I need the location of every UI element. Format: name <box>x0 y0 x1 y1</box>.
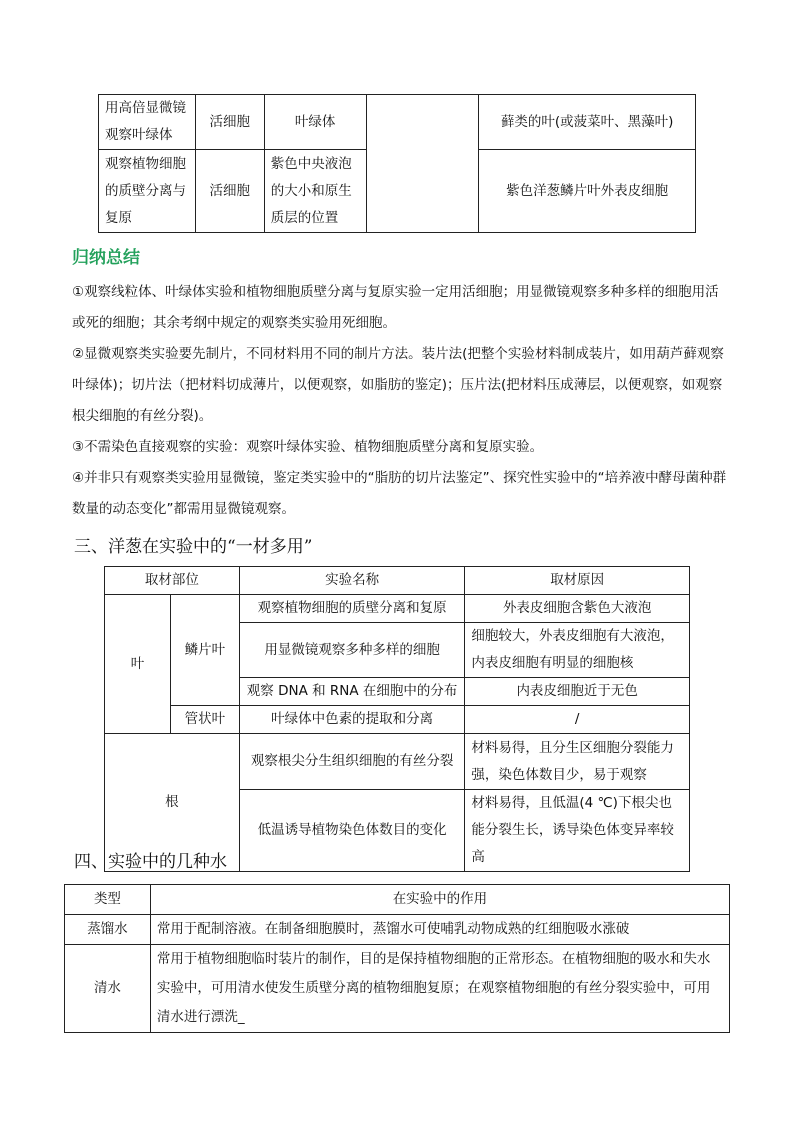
summary-body <box>72 277 732 525</box>
section4-title: 四、实验中的几种水 <box>74 852 227 872</box>
table-row <box>65 945 730 1033</box>
summary-paragraph: ④并非只有观察类实验用显微镜，鉴定类实验中的“脂肪的切片法鉴定”、探究性实验中的“培养液中酵母菌种群数量的动态变化”都需用显微镜观察。 <box>72 470 727 517</box>
header-role: 在实验中的作用 <box>150 885 729 915</box>
material: 紫色洋葱鳞片叶外表皮细胞 <box>479 150 696 233</box>
experiment-name: 观察根尖分生组织细胞的有丝分裂 <box>239 734 465 790</box>
part-leaf: 叶 <box>105 595 171 734</box>
empty-cell <box>366 95 479 233</box>
experiment-name: 观察 DNA 和 RNA 在细胞中的分布 <box>239 678 465 706</box>
header-type: 类型 <box>65 885 151 915</box>
water-role: 常用于植物细胞临时装片的制作，目的是保持植物细胞的正常形态。在植物细胞的吸水和失水实验中，可用清水使发生质壁分离的植物细胞复原；在观察植物细胞的有丝分裂实验中，可用清水进行漂洗_ <box>150 945 729 1033</box>
material-state: 活细胞 <box>195 150 264 233</box>
summary-paragraph: ①观察线粒体、叶绿体实验和植物细胞质壁分离与复原实验一定用活细胞；用显微镜观察多种多样的细胞用活或死的细胞；其余考纲中规定的观察类实验用死细胞。 <box>72 284 719 331</box>
material: 藓类的叶(或菠菜叶、黑藻叶) <box>479 95 696 150</box>
observe-object: 叶绿体 <box>264 95 366 150</box>
reason: 细胞较大，外表皮细胞有大液泡，内表皮细胞有明显的细胞核 <box>465 623 690 678</box>
reason: 内表皮细胞近于无色 <box>465 678 690 706</box>
summary-paragraph: ②显微观察类实验要先制片，不同材料用不同的制片方法。装片法(把整个实验材料制成装片，如用葫芦藓观察叶绿体)；切片法（把材料切成薄片，以便观察，如脂肪的鉴定)；压片法(把材料压成薄层，以便观察，如观察根尖细胞的有丝分裂)。 <box>72 346 724 424</box>
header-part: 取材部位 <box>105 567 240 595</box>
table-header-row <box>65 885 730 915</box>
reason: 材料易得，且低温(4 ℃)下根尖也能分裂生长，诱导染色体变异率较高 <box>465 790 690 872</box>
table-row <box>99 95 696 150</box>
experiment-name: 观察植物细胞的质壁分离和复原 <box>239 595 465 623</box>
summary-paragraph: ③不需染色直接观察的实验：观察叶绿体实验、植物细胞质壁分离和复原实验。 <box>72 439 544 455</box>
water-role: 常用于配制溶液。在制备细胞膜时，蒸馏水可使哺乳动物成熟的红细胞吸水涨破 <box>150 915 729 945</box>
experiment-table <box>98 94 696 233</box>
header-reason: 取材原因 <box>465 567 690 595</box>
experiment-name: 观察植物细胞的质壁分离与复原 <box>99 150 196 233</box>
table-row <box>105 595 690 623</box>
experiment-name: 用高倍显微镜观察叶绿体 <box>99 95 196 150</box>
table-row <box>105 734 690 790</box>
experiment-name: 低温诱导植物染色体数目的变化 <box>239 790 465 872</box>
water-type: 蒸馏水 <box>65 915 151 945</box>
header-name: 实验名称 <box>239 567 465 595</box>
water-type: 清水 <box>65 945 151 1033</box>
experiment-name: 叶绿体中色素的提取和分离 <box>239 706 465 734</box>
reason: 外表皮细胞含紫色大液泡 <box>465 595 690 623</box>
section3-title: 三、洋葱在实验中的“一材多用” <box>74 537 313 557</box>
experiment-name: 用显微镜观察多种多样的细胞 <box>239 623 465 678</box>
observe-object: 紫色中央液泡的大小和原生质层的位置 <box>264 150 366 233</box>
part-root: 根 <box>105 734 240 872</box>
table-row <box>65 915 730 945</box>
table-header-row <box>105 567 690 595</box>
material-state: 活细胞 <box>195 95 264 150</box>
table-row <box>105 706 690 734</box>
reason: 材料易得，且分生区细胞分裂能力强，染色体数目少，易于观察 <box>465 734 690 790</box>
water-table <box>64 884 730 1033</box>
onion-table <box>104 566 690 872</box>
reason: / <box>465 706 690 734</box>
part-tube-leaf: 管状叶 <box>170 706 239 734</box>
part-scale-leaf: 鳞片叶 <box>170 595 239 706</box>
summary-title: 归纳总结 <box>72 248 140 268</box>
